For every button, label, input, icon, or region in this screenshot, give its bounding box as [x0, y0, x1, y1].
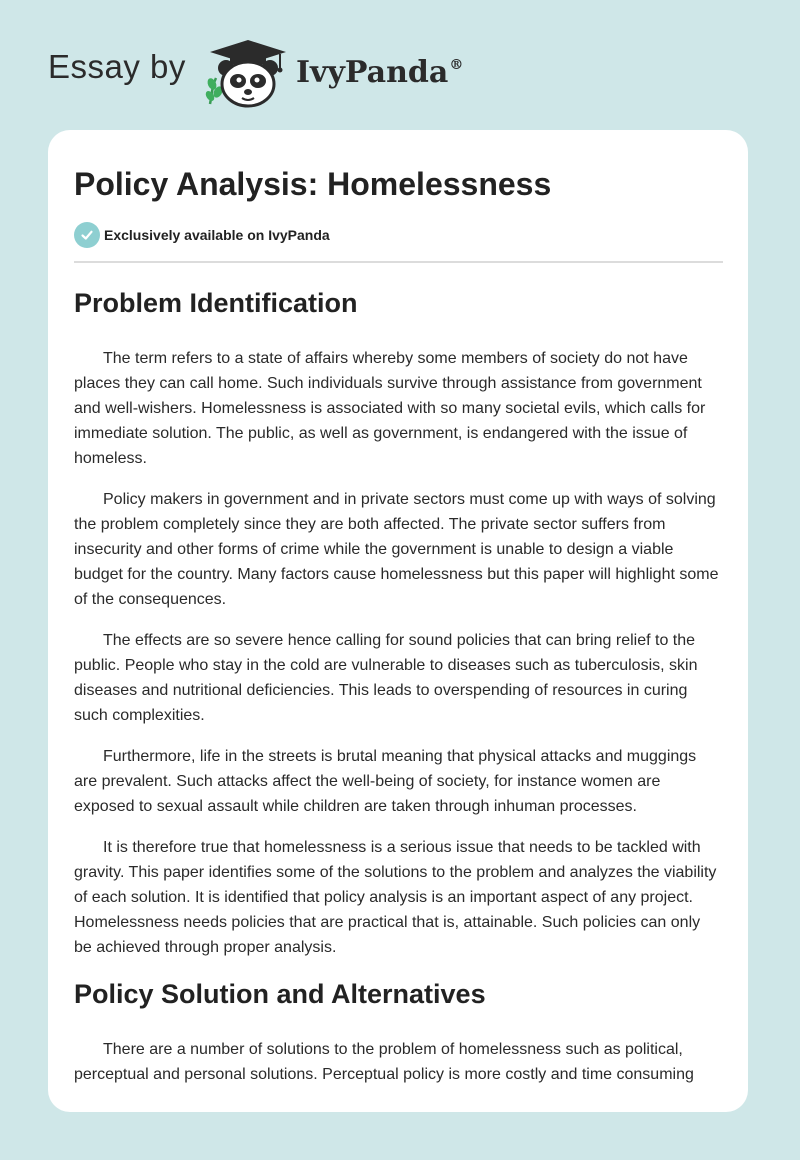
article-card	[48, 130, 748, 1112]
exclusive-badge	[74, 221, 722, 249]
brand-name[interactable]	[296, 55, 463, 90]
article-title: Policy Analysis: Homelessness	[74, 166, 552, 202]
paragraph: The effects are so severe hence calling for sound policies that can bring relief to the public. People who stay in the cold are vulnerable to diseases such as tuberculosis, skin diseases and nutritional deficiencies. This leads to overspending of resources in curing such complexities.	[74, 632, 698, 724]
check-icon	[74, 222, 100, 248]
site-header	[0, 0, 800, 130]
paragraph: Policy makers in government and in private sectors must come up with ways of solving the problem completely since they are both affected. The private sector suffers from insecurity and other forms of crime while the government is unable to design a viable budget for the country. Many factors cause homelessness but this paper will highlight some of the consequences.	[74, 491, 719, 608]
title-divider	[74, 261, 723, 263]
paragraph: There are a number of solutions to the problem of homelessness such as political, perceptual and personal solutions. Perceptual policy is more costly and time consuming	[74, 1041, 694, 1083]
paragraph: Furthermore, life in the streets is brutal meaning that physical attacks and muggings are prevalent. Such attacks affect the well-being of society, for instance women are exposed to sexual assault while children are taken through inhuman processes.	[74, 748, 697, 815]
section-heading-solutions: Policy Solution and Alternatives	[74, 979, 486, 1009]
brand-name-text: IvyPanda	[296, 55, 449, 90]
panda-logo-icon[interactable]	[200, 34, 290, 110]
essay-by-label: Essay by	[48, 48, 186, 85]
exclusive-badge-label: Exclusively available on IvyPanda	[104, 227, 330, 243]
paragraph: It is therefore true that homelessness is a serious issue that needs to be tackled with gravity. This paper identifies some of the solutions to the problem and analyzes the viability of each solution. It is identified that policy analysis is an important aspect of any project. Homelessness needs policies that are practical that is, attainable. Such policies can only be achieved through proper analysis.	[74, 839, 717, 956]
section-heading-problem: Problem Identification	[74, 288, 358, 318]
registered-mark: ®	[449, 57, 464, 73]
paragraph: The term refers to a state of affairs whereby some members of society do not have places they can call home. Such individuals survive through assistance from government and well-wishers. Homelessness is associated with so many societal evils, which calls for immediate solution. The public, as well as government, is endangered with the issue of homeless.	[74, 350, 706, 467]
